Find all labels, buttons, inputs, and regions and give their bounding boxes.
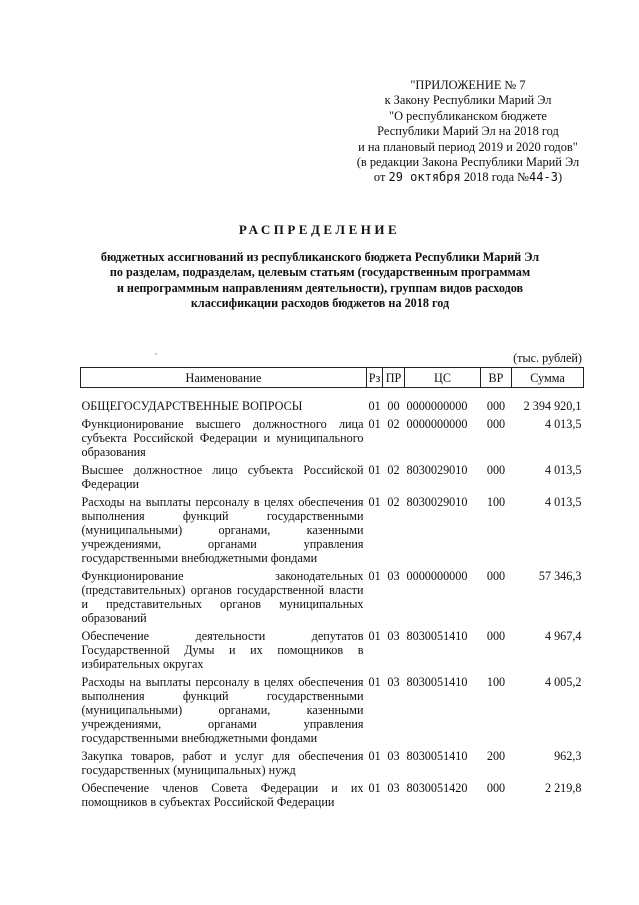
appendix-line: Республики Марий Эл на 2018 год [377,124,559,139]
budget-table [80,367,584,813]
header-vr: ВР [481,368,512,388]
table-row [81,495,584,569]
row-vr: 200 [486,749,506,763]
row-cs: 0000000000 [406,417,468,431]
row-pr: 02 [387,417,400,431]
subtitle-line: и непрограммным направлениям деятельности), группам видов расходов [116,280,524,295]
row-cs: 8030029010 [406,495,468,509]
appendix-line: и на плановый период 2019 и 2020 годов" [358,139,578,154]
row-name: Закупка товаров, работ и услуг для обеспечения государственных (муниципальных) нужд [81,749,364,777]
table-header-row [81,368,584,388]
appendix-date-suffix: ) [557,170,563,185]
row-cs: 8030051420 [406,781,468,795]
appendix-date-mid: 2018 года № [463,170,530,185]
row-rz: 01 [368,399,381,413]
table-row [81,388,584,418]
row-sum: 57 346,3 [538,569,582,583]
table-row [81,463,584,495]
appendix-line: (в редакции Закона Республики Марий Эл [356,155,580,170]
header-name: Наименование [81,368,367,388]
row-vr: 000 [486,781,506,795]
header-cs: ЦС [405,368,481,388]
row-name: Обеспечение членов Совета Федерации и их помощников в субъектах Российской Федерации [81,781,364,809]
row-sum: 4 005,2 [544,675,582,689]
row-rz: 01 [368,495,381,509]
row-sum: 4 013,5 [544,417,582,431]
row-rz: 01 [368,629,381,643]
row-vr: 000 [486,569,506,583]
row-vr: 000 [486,629,506,643]
table-row [81,675,584,749]
row-name: Расходы на выплаты персоналу в целях обеспечения выполнения функций государственными (муниципальными) органами, казенными учреждениями, органами управления государственными внебюджетными фондами [81,495,364,565]
table-row [81,749,584,781]
row-name: Расходы на выплаты персоналу в целях обеспечения выполнения функций государственными (муниципальными) органами, казенными учреждениями, органами управления государственными внебюджетными фондами [81,675,364,745]
appendix-line: "О республиканском бюджете [389,108,547,123]
row-cs: 8030051410 [406,629,468,643]
row-vr: 100 [486,495,506,509]
row-cs: 0000000000 [406,569,468,583]
row-cs: 8030051410 [406,675,468,689]
row-rz: 01 [368,463,381,477]
row-name: Высшее должностное лицо субъекта Российской Федерации [81,463,364,491]
row-pr: 03 [387,749,400,763]
row-rz: 01 [368,675,381,689]
appendix-date-line [318,170,618,185]
row-pr: 02 [387,463,400,477]
units-label: (тыс. рублей) [513,351,582,365]
row-pr: 03 [387,781,400,795]
row-pr: 00 [387,399,400,413]
row-sum: 4 013,5 [544,463,582,477]
subtitle-line: бюджетных ассигнований из республиканского бюджета Республики Марий Эл [100,250,540,264]
row-name: Обеспечение деятельности депутатов Государственной Думы и их помощников в избирательных округах [81,629,364,671]
row-name: Функционирование законодательных (представительных) органов государственной власти и представительных органов муниципальных образований [81,569,364,625]
appendix-line: "ПРИЛОЖЕНИЕ № 7 [410,78,526,92]
appendix-header [318,78,618,186]
row-cs: 8030051410 [406,749,468,763]
row-pr: 02 [387,495,400,509]
row-rz: 01 [368,781,381,795]
row-sum: 2 219,8 [544,781,582,795]
handwritten-date: 29 октября [388,170,461,185]
appendix-line: к Закону Республики Марий Эл [384,93,552,108]
row-sum: 2 394 920,1 [523,399,582,413]
row-name: ОБЩЕГОСУДАРСТВЕННЫЕ ВОПРОСЫ [81,399,303,413]
document-subtitle [70,250,570,312]
table-row [81,781,584,813]
row-sum: 4 967,4 [544,629,582,643]
header-pr: ПР [383,368,405,388]
appendix-date-prefix: от [373,170,386,185]
row-vr: 000 [486,463,506,477]
row-sum: 962,3 [554,749,582,763]
row-cs: 0000000000 [406,399,468,413]
row-pr: 03 [387,569,400,583]
row-name: Функционирование высшего должностного лица субъекта Российской Федерации и муниципального образования [81,417,364,459]
table-row [81,629,584,675]
table-row [81,417,584,463]
document-title: РАСПРЕДЕЛЕНИЕ [238,222,401,237]
subtitle-line: классификации расходов бюджетов на 2018 год [190,296,450,311]
header-rz: Рз [367,368,383,388]
table-row [81,569,584,629]
row-vr: 100 [486,675,506,689]
row-cs: 8030029010 [406,463,468,477]
row-pr: 03 [387,675,400,689]
handwritten-law-number: 44-З [529,170,558,185]
header-sum: Сумма [512,368,584,388]
row-vr: 000 [486,399,506,413]
row-rz: 01 [368,417,381,431]
row-rz: 01 [368,749,381,763]
row-sum: 4 013,5 [544,495,582,509]
row-rz: 01 [368,569,381,583]
subtitle-line: по разделам, подразделам, целевым статьям (государственным программам [109,265,531,280]
row-pr: 03 [387,629,400,643]
scan-speck [155,353,157,355]
row-vr: 000 [486,417,506,431]
